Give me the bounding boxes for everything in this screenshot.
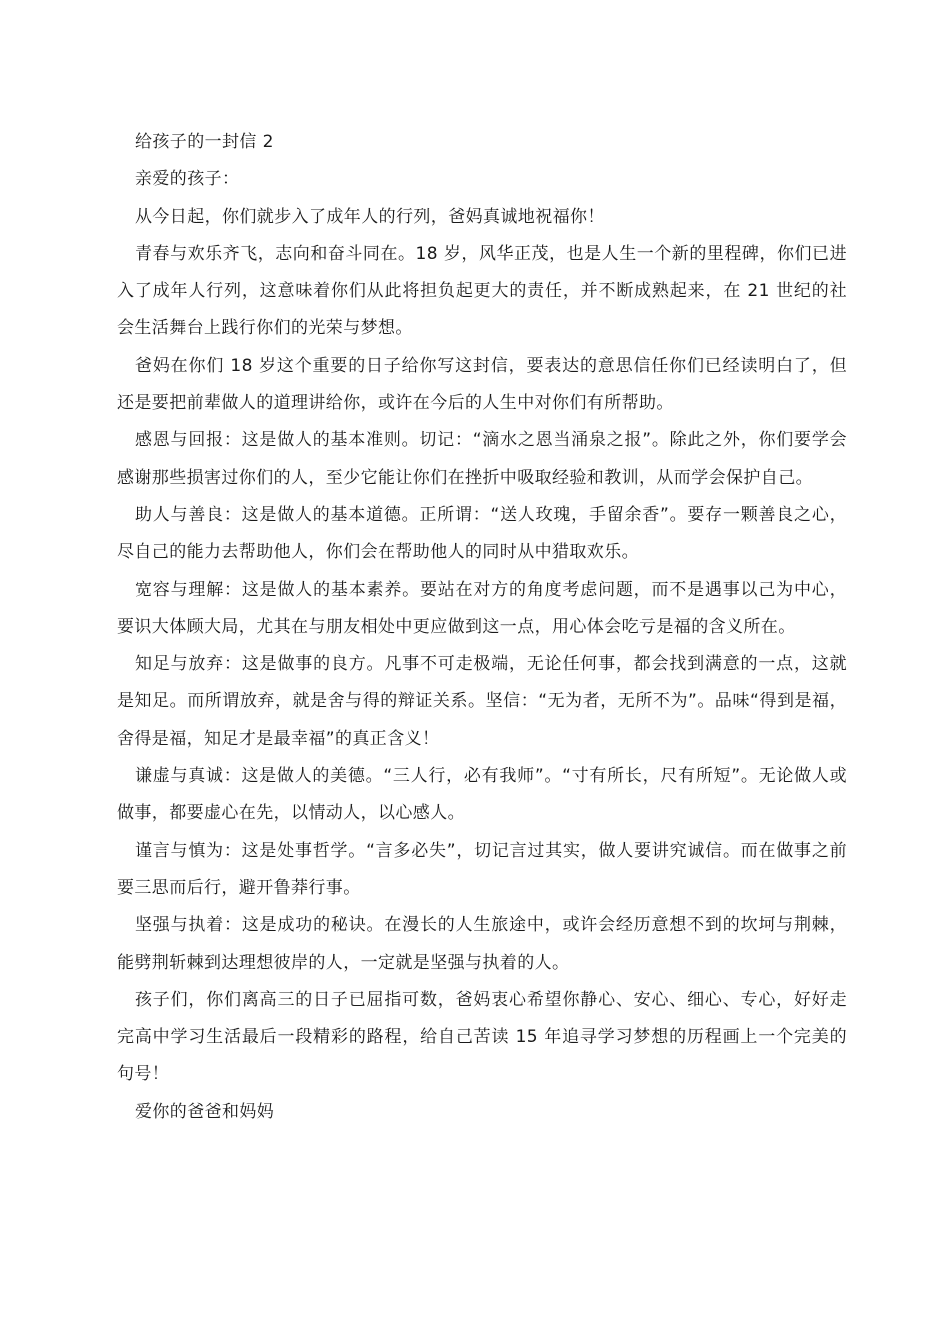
letter-salutation: 亲爱的孩子： (135, 169, 240, 190)
letter-body (117, 124, 847, 1131)
paragraph: 谨言与慎为：这是处事哲学。“言多必失”，切记言过其实，做人要讲究诚信。而在做事之前要三思而后行，避开鲁莽行事。 (117, 840, 847, 898)
paragraph: 助人与善良：这是做人的基本道德。正所谓：“送人玫瑰，手留余香”。要存一颗善良之心，尽自己的能力去帮助他人，你们会在帮助他人的同时从中猎取欢乐。 (117, 504, 847, 563)
paragraph: 青春与欢乐齐飞，志向和奋斗同在。18 岁，风华正茂，也是人生一个新的里程碑，你们已进入了成年人行列，这意味着你们从此将担负起更大的责任，并不断成熟起来，在 21 世纪的社会生活舞台上践行你们的光荣与梦想。 (117, 243, 847, 339)
paragraph: 感恩与回报：这是做人的基本准则。切记：“滴水之恩当涌泉之报”。除此之外，你们要学会感谢那些损害过你们的人，至少它能让你们在挫折中吸取经验和教训，从而学会保护自己。 (117, 430, 847, 488)
paragraph: 从今日起，你们就步入了成年人的行列，爸妈真诚地祝福你！ (135, 206, 605, 227)
paragraph: 宽容与理解：这是做人的基本素养。要站在对方的角度考虑问题，而不是遇事以己为中心，要识大体顾大局，尤其在与朋友相处中更应做到这一点，用心体会吃亏是福的含义所在。 (117, 579, 847, 637)
letter-signature: 爱你的爸爸和妈妈 (135, 1101, 275, 1122)
paragraph: 谦虚与真诚：这是做人的美德。“三人行，必有我师”。“寸有所长，尺有所短”。无论做人或做事，都要虚心在先，以情动人，以心感人。 (117, 766, 847, 824)
paragraph: 知足与放弃：这是做事的良方。凡事不可走极端，无论任何事，都会找到满意的一点，这就是知足。而所谓放弃，就是舍与得的辩证关系。坚信：“无为者，无所不为”。品味“得到是福，舍得是福，知足才是最幸福”的真正含义！ (117, 654, 847, 749)
paragraph: 孩子们，你们离高三的日子已屈指可数，爸妈衷心希望你静心、安心、细心、专心，好好走完高中学习生活最后一段精彩的路程，给自己苦读 15 年追寻学习梦想的历程画上一个完美的句号！ (117, 989, 847, 1085)
letter-title: 给孩子的一封信 2 (135, 132, 274, 152)
paragraph: 爸妈在你们 18 岁这个重要的日子给你写这封信，要表达的意思信任你们已经读明白了，但还是要把前辈做人的道理讲给你，或许在今后的人生中对你们有所帮助。 (117, 355, 847, 414)
paragraph: 坚强与执着：这是成功的秘诀。在漫长的人生旅途中，或许会经历意想不到的坎坷与荆棘，能劈荆斩棘到达理想彼岸的人，一定就是坚强与执着的人。 (117, 915, 847, 973)
